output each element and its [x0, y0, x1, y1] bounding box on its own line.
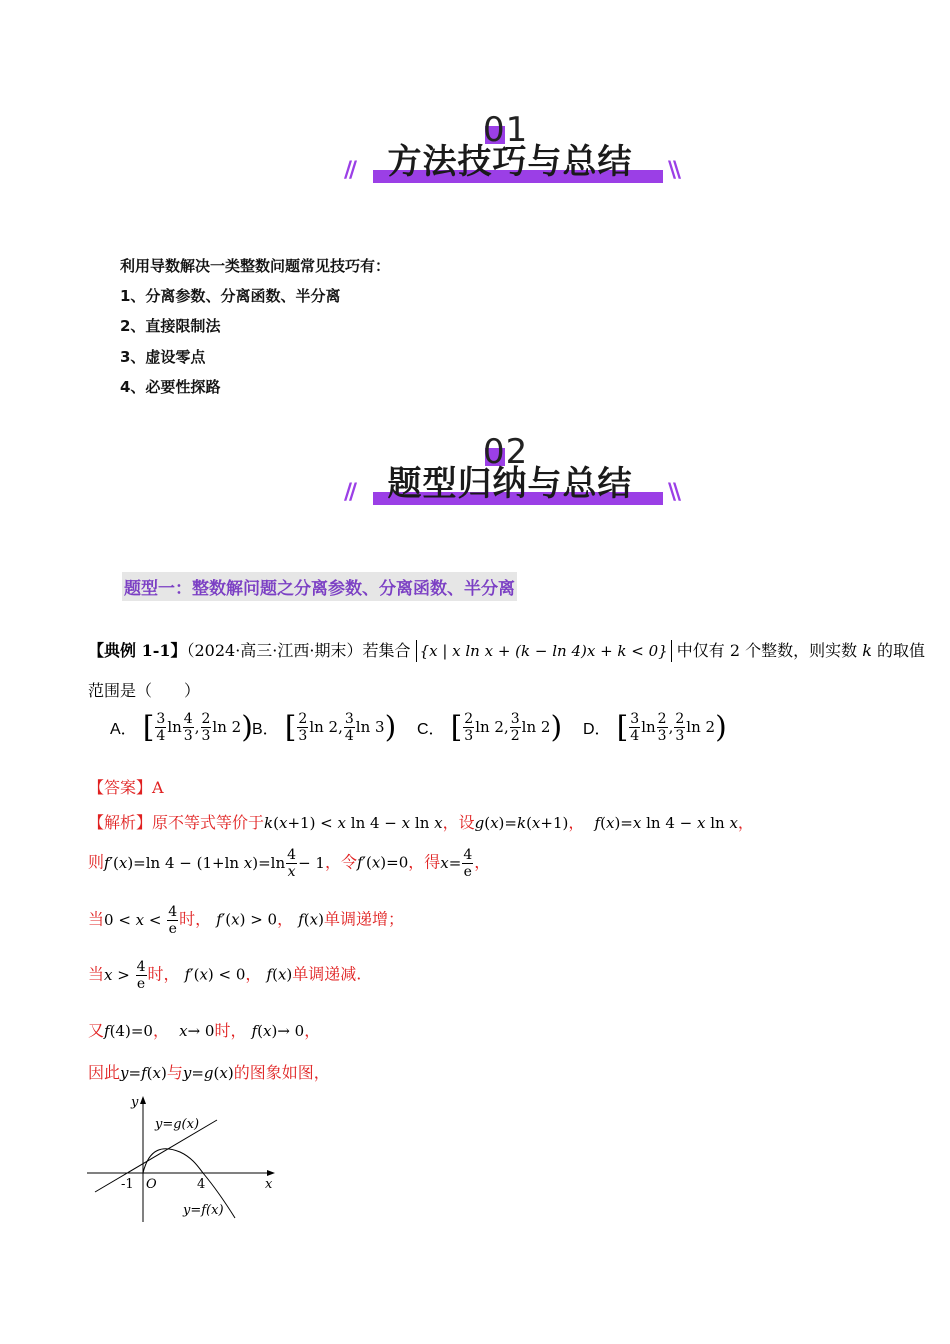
option-expression: [ $\frac{2}{3}$ ln 2, $\frac{3}{4}$ ln 3)	[284, 709, 397, 745]
section-number: 02	[483, 432, 529, 472]
solution-line-1: 【解析】原不等式等价于k(x+1) < x ln 4 − x ln x，设g(x)=k(x+1)， f(x)=x ln 4 − x ln x，	[88, 813, 754, 832]
math-expression: g(x)=k(x+1)	[474, 814, 569, 832]
option-label: B．	[252, 720, 279, 738]
option-b	[252, 709, 397, 745]
option-expression: [ $\frac{2}{3}$ ln 2, $\frac{3}{2}$ ln 2)	[450, 709, 563, 745]
right-slash-decoration: \\	[668, 158, 679, 183]
math-expression: 0 < x < $\frac{4}{e}$	[104, 904, 178, 937]
option-a	[110, 709, 253, 745]
function-graph	[85, 1090, 285, 1230]
answer-line	[88, 775, 164, 798]
math-expression: y=g(x)	[182, 1064, 234, 1082]
example-source: （2024·高三·江西·期末）若集合	[186, 641, 411, 660]
math-expression: f(x)	[298, 910, 324, 929]
section-title: 题型归纳与总结	[387, 464, 633, 504]
math-expression: f(x)	[266, 965, 293, 984]
x-axis-label: x	[265, 1177, 273, 1192]
option-label: A．	[110, 720, 137, 738]
label-g: y=g(x)	[155, 1117, 200, 1132]
left-slash-decoration: //	[344, 158, 355, 183]
section-number: 01	[483, 110, 529, 150]
tick-label-4: 4	[197, 1177, 206, 1192]
solution-label: 【解析】	[88, 813, 153, 832]
option-d	[583, 709, 727, 745]
math-expression: x= $\frac{4}{e}$	[440, 847, 473, 880]
solution-line-6: 因此y=f(x)与y=g(x)的图象如图，	[88, 1063, 330, 1082]
tip-item: 1、分离参数、分离函数、半分离	[120, 287, 341, 305]
option-label: D．	[583, 720, 611, 738]
tick-label-neg1: -1	[121, 1177, 134, 1192]
example-tail2: 的取值	[877, 641, 926, 660]
set-expression: {x | x ln x + (k − ln 4)x + k < 0}	[416, 640, 672, 662]
example-label: 【典例 1-1】	[88, 641, 187, 660]
x-axis-arrow-icon	[267, 1170, 275, 1176]
math-expression: f′(x)=ln 4 − (1+ln x)=ln $\frac{4}{x}$ − 1	[104, 847, 325, 880]
left-slash-decoration: //	[344, 480, 355, 505]
section-title: 方法技巧与总结	[387, 142, 633, 182]
math-expression: x > $\frac{4}{e}$	[104, 959, 146, 992]
solution-line-2: 则f′(x)=ln 4 − (1+ln x)=ln $\frac{4}{x}$ − 1，令f′(x)=0，得x= $\frac{4}{e}$ ，	[88, 847, 491, 880]
option-expression: [ $\frac{3}{4}$ ln $\frac{2}{3}$ , $\frac{2}{3}$ ln 2)	[616, 709, 727, 745]
tip-item: 3、虚设零点	[120, 348, 206, 366]
y-axis-arrow-icon	[140, 1096, 146, 1104]
math-expression: k(x+1) < x ln 4 − x ln x	[264, 814, 443, 832]
example-line-1	[88, 638, 925, 661]
right-slash-decoration: \\	[668, 480, 679, 505]
math-expression: x→ 0	[179, 1022, 215, 1040]
y-axis-label: y	[131, 1095, 139, 1110]
option-label: C．	[417, 720, 445, 738]
math-expression: f′(x)=0	[356, 853, 409, 872]
answer-value: A	[152, 778, 164, 797]
tip-item: 2、直接限制法	[120, 317, 221, 335]
solution-line-4: 当x > $\frac{4}{e}$ 时， f′(x) < 0， f(x)单调递减.	[88, 959, 362, 992]
origin-label: O	[146, 1177, 157, 1192]
solution-line-3: 当0 < x < $\frac{4}{e}$ 时， f′(x) > 0， f(x)单调递增；	[88, 904, 404, 937]
label-f: y=f(x)	[183, 1203, 224, 1218]
math-expression: f′(x) < 0	[184, 965, 246, 984]
tips-intro: 利用导数解决一类整数问题常见技巧有：	[120, 257, 391, 275]
math-expression: f(4)=0	[104, 1022, 153, 1040]
section-banner-1	[340, 112, 680, 202]
var-k: k	[862, 641, 872, 660]
option-c	[417, 709, 563, 745]
math-expression: f′(x) > 0	[216, 910, 278, 929]
example-tail: 中仅有 2 个整数，则实数	[676, 641, 858, 660]
math-expression: y=f(x)	[120, 1064, 167, 1082]
answer-label: 【答案】	[88, 778, 153, 797]
math-expression: f(x)→ 0	[251, 1022, 305, 1040]
section-banner-2	[340, 434, 680, 524]
example-line-2: 范围是（ ）	[88, 681, 201, 700]
math-expression: f(x)=x ln 4 − x ln x	[594, 814, 738, 832]
solution-line-5: 又f(4)=0， x→ 0时， f(x)→ 0，	[88, 1021, 321, 1040]
type-heading: 题型一：整数解问题之分离参数、分离函数、半分离	[122, 572, 517, 601]
tip-item: 4、必要性探路	[120, 378, 221, 396]
option-expression: [ $\frac{3}{4}$ ln $\frac{4}{3}$ , $\frac{2}{3}$ ln 2)	[142, 709, 253, 745]
